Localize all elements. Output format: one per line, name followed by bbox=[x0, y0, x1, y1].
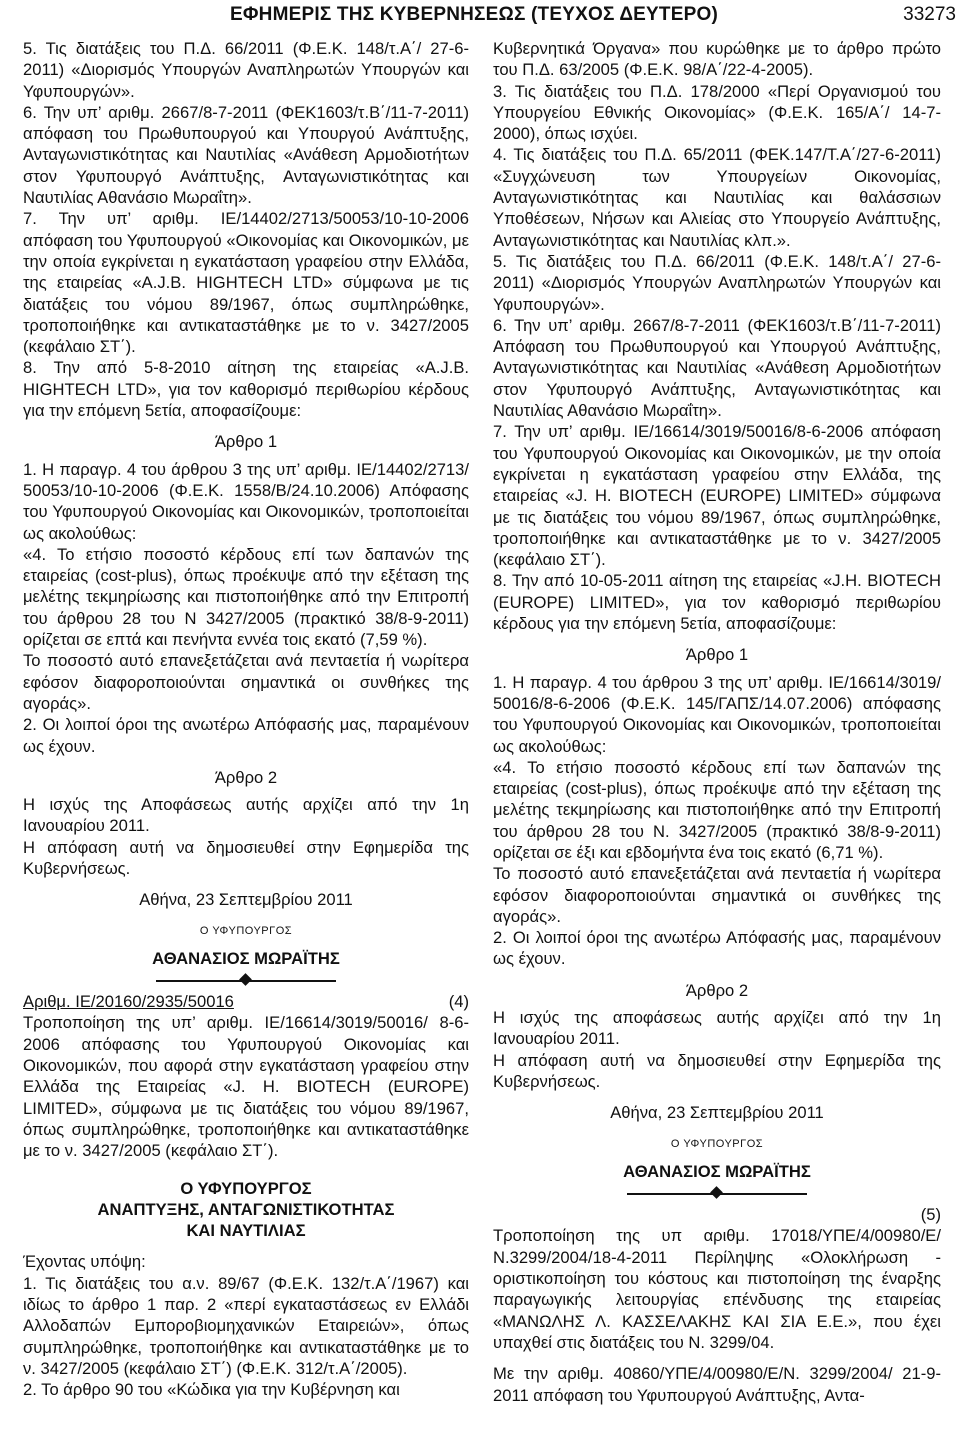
paragraph: 4. Τις διατάξεις του Π.Δ. 65/2011 (ΦΕΚ.147/Τ.Α΄/27-6-2011) «Συγχώνευση των Υπουργείων Οικονομίας, Ανταγωνιστικότητας και Ναυτιλίας και θαλάσσιων Υποθέσεων, Νήσων και Αλιείας στο Υπουργείο Ανάπτυξης, Ανταγωνιστικότητας και Ναυτιλίας κλπ.». bbox=[493, 145, 941, 250]
place-date: Αθήνα, 23 Σεπτεμβρίου 2011 bbox=[139, 890, 353, 910]
left-column bbox=[23, 38, 469, 1401]
page-number: 33273 bbox=[903, 4, 956, 25]
having-regard: Έχοντας υπόψη: bbox=[23, 1252, 146, 1272]
paragraph: 8. Την από 5-8-2010 αίτηση της εταιρείας «A.J.B. HIGHTECH LTD», για τον καθορισμό περιθωρίου κέρδους για την επόμενη 5ετία, αποφασίζουμε: bbox=[23, 358, 469, 421]
paragraph: 2. Οι λοιποί όροι της ανωτέρω Απόφασής μας, παραμένουν ως έχουν. bbox=[23, 715, 469, 756]
paragraph: 2. Το άρθρο 90 του «Κώδικα για την Κυβέρνηση και bbox=[23, 1380, 400, 1400]
decision-sequence: (5) bbox=[920, 1205, 941, 1225]
paragraph: 7. Την υπ’ αριθμ. ΙΕ/16614/3019/50016/8-6-2006 απόφαση του Υφυπουργού Οικονομίας και Οικονομικών, με την οποία εγκρίνεται η εγκατάσταση γραφείου στην Ελλάδα, της εταιρείας «J. H. BIOTECH (EUROPE) LIMITED» σύμφωνα με τις διατάξεις του νόμου 89/1967, όπως συμπληρώθηκε, τροποποιήθηκε και αντικαταστάθηκε με το ν. 3427/2005 (κεφάλαιο ΣΤ΄). bbox=[493, 422, 941, 570]
decision-number-row bbox=[23, 991, 469, 1012]
paragraph: 1. Η παραγρ. 4 του άρθρου 3 της υπ’ αριθμ. ΙΕ/16614/3019/ 50016/8-6-2006 (Φ.Ε.Κ. 145/ΓΑΠΣ/14.07.2006) απόφασης του Υφυπουργού Οικονομίας και Οικονομικών, τροποποιείται ως ακολούθως: bbox=[493, 672, 941, 756]
paragraph: «4. Το ετήσιο ποσοστό κέρδους επί των δαπανών της εταιρείας (cost-plus), όπως προέκυψε από την εξέταση της μελέτης τεκμηρίωσης και πιστοποιήθηκε από την Επιτροπή του άρθρου 28 του Ν. 3427/2005 (πρακτικό 38/8-9-2011) ορίζεται σε έξι και εβδομήντα ένα τοις εκατό (6,71 %). bbox=[493, 757, 941, 862]
page-header bbox=[0, 0, 960, 36]
paragraph: Κυβερνητικά Όργανα» που κυρώθηκε με το άρθρο πρώτο του Π.Δ. 63/2005 (Φ.Ε.Κ. 98/Α΄/22-4-2005). bbox=[493, 39, 941, 80]
paragraph: 2. Οι λοιποί όροι της ανωτέρω Απόφασής μας, παραμένουν ως έχουν. bbox=[493, 928, 941, 969]
article-heading: Άρθρο 1 bbox=[214, 432, 278, 452]
section-divider bbox=[156, 973, 336, 987]
paragraph: 3. Τις διατάξεις του Π.Δ. 178/2000 «Περί Οργανισμού του Υπουργείου Εθνικής Οικονομίας» (Φ.Ε.Κ. 165/Α΄/ 14-7-2000), όπως ισχύει. bbox=[493, 81, 941, 144]
right-column bbox=[493, 38, 941, 1406]
paragraph: Το ποσοστό αυτό επανεξετάζεται ανά πενταετία ή νωρίτερα εφόσον διαφοροποιούνται σημαντικά οι συνθήκες της αγοράς». bbox=[23, 651, 469, 713]
section-divider bbox=[627, 1186, 807, 1200]
paragraph: Η ισχύς της Αποφάσεως αυτής αρχίζει από την 1η Ιανουαρίου 2011. bbox=[23, 795, 469, 836]
paragraph: 5. Τις διατάξεις του Π.Δ. 66/2011 (Φ.Ε.Κ. 148/τ.Α΄/ 27-6-2011) «Διορισμός Υπουργών Αναπληρωτών Υπουργών και Υφυπουργών». bbox=[493, 251, 941, 314]
paragraph: 6. Την υπ’ αριθμ. 2667/8-7-2011 (ΦΕΚ1603/τ.Β΄/11-7-2011) Απόφαση του Πρωθυπουργού και Υπουργού Ανάπτυξης, Ανταγωνιστικότητας και Ναυτιλίας «Ανάθεση Αρμοδιοτήτων στον Υφυπουργό Ανάπτυξης, Ανταγωνιστικότητας και Ναυτιλίας Αθανάσιο Μωραΐτη». bbox=[493, 315, 941, 421]
paragraph: Η απόφαση αυτή να δημοσιευθεί στην Εφημερίδα της Κυβερνήσεως. bbox=[23, 837, 469, 878]
article-heading: Άρθρο 2 bbox=[685, 980, 749, 1000]
paragraph: Η ισχύς της αποφάσεως αυτής αρχίζει από την 1η Ιανουαρίου 2011. bbox=[493, 1008, 941, 1049]
decision-number: Αριθμ. ΙΕ/20160/2935/50016 bbox=[23, 992, 234, 1012]
paragraph: «4. Το ετήσιο ποσοστό κέρδους επί των δαπανών της εταιρείας (cost-plus), όπως προέκυψε από την εξέταση της μελέτης τεκμηρίωσης και πιστοποιήθηκε από την Επιτροπή του άρθρου 28 του Ν 3427/2005 (πρακτικό 38/8-9-2011) ορίζεται σε επτά και πενήντα εννέα τοις εκατό (7,59 %). bbox=[23, 544, 469, 650]
decision-title: Τροποποίηση της υπ’ αριθμ. ΙΕ/16614/3019/50016/ 8-6-2006 απόφασης του Υφυπουργού Οικονομίας και Οικονομικών, που αφορά στην εγκατάσταση γραφείου στην Ελλάδα της Εταιρείας «J. H. BIOTECH (EUROPE) LIMITED», σύμφωνα με τις διατάξεις του νόμου 89/1967, όπως συμπληρώθηκε, τροποποιήθηκε και αντικαταστάθηκε με το ν. 3427/2005 (κεφάλαιο ΣΤ΄). bbox=[23, 1013, 469, 1161]
paragraph: Με την αριθμ. 40860/ΥΠΕ/4/00980/Ε/Ν. 3299/2004/ 21-9-2011 απόφαση του Υφυπουργού Ανάπτυξης, Αντα- bbox=[493, 1364, 941, 1405]
paragraph: 7. Την υπ’ αριθμ. ΙΕ/14402/2713/50053/10-10-2006 απόφαση του Υφυπουργού «Οικονομίας και Οικονομικών, με την οποία εγκρίνεται η εγκατάσταση γραφείου στην Ελλάδα, της εταιρείας «A.J.B. HIGHTECH LTD» σύμφωνα με τις διατάξεις του νόμου 89/1967, όπως συμπληρώθηκε, τροποποιήθηκε και αντικαταστάθηκε με το ν. 3427/2005 (κεφάλαιο ΣΤ΄). bbox=[23, 209, 469, 357]
signer-role: Ο ΥΦΥΠΟΥΡΓΟΣ bbox=[199, 924, 293, 937]
signer-name: ΑΘΑΝΑΣΙΟΣ ΜΩΡΑΪΤΗΣ bbox=[623, 1161, 811, 1181]
decision-sequence: (4) bbox=[448, 992, 469, 1012]
minister-heading: Ο ΥΦΥΠΟΥΡΓΟΣ bbox=[180, 1178, 312, 1198]
minister-heading: ΑΝΑΠΤΥΞΗΣ, ΑΝΤΑΓΩΝΙΣΤΙΚΟΤΗΤΑΣ bbox=[97, 1199, 395, 1219]
paragraph: 1. Τις διατάξεις του α.ν. 89/67 (Φ.Ε.Κ. 132/τ.Α΄/1967) και ιδίως το άρθρο 1 παρ. 2 «περί εγκαταστάσεως εν Ελλάδι Αλλοδαπών Εμποροβιομηχανικών Εταιρειών», όπως συμπληρώθηκε, τροποποιήθηκε και αντικαταστάθηκε με το ν. 3427/2005 (κεφάλαιο ΣΤ΄) (Φ.Ε.Κ. 312/τ.Α΄/2005). bbox=[23, 1273, 469, 1378]
article-heading: Άρθρο 2 bbox=[214, 767, 278, 787]
paragraph: Η απόφαση αυτή να δημοσιευθεί στην Εφημερίδα της Κυβερνήσεως. bbox=[493, 1050, 941, 1091]
gazette-title: ΕΦΗΜΕΡΙΣ ΤΗΣ ΚΥΒΕΡΝΗΣΕΩΣ (ΤΕΥΧΟΣ ΔΕΥΤΕΡΟ) bbox=[230, 4, 718, 25]
paragraph: 6. Την υπ’ αριθμ. 2667/8-7-2011 (ΦΕΚ1603/τ.Β΄/11-7-2011) απόφαση του Πρωθυπουργού και Υπουργού Ανάπτυξης, Ανταγωνιστικότητας και Ναυτιλίας «Ανάθεση Αρμοδιοτήτων στον Υφυπουργό Ανάπτυξης, Ανταγωνιστικότητας και Ναυτιλίας Αθανάσιο Μωραΐτη». bbox=[23, 102, 469, 208]
minister-heading: ΚΑΙ ΝΑΥΤΙΛΙΑΣ bbox=[186, 1221, 306, 1241]
paragraph: Το ποσοστό αυτό επανεξετάζεται ανά πενταετία ή νωρίτερα εφόσον διαφοροποιούνται σημαντικά οι συνθήκες της αγοράς». bbox=[493, 864, 941, 926]
paragraph: 1. Η παραγρ. 4 του άρθρου 3 της υπ’ αριθμ. ΙΕ/14402/2713/ 50053/10-10-2006 (Φ.Ε.Κ. 1558/Β/24.10.2006) Απόφασης του Υφυπουργού Οικονομίας και Οικονομικών, τροποποιείται ως ακολούθως: bbox=[23, 459, 469, 543]
decision-title: Τροποποίηση της υπ αριθμ. 17018/ΥΠΕ/4/00980/Ε/ Ν.3299/2004/18-4-2011 Περίληψης «Ολοκλήρωση - οριστικοποίηση του κόστους και πιστοποίηση της έναρξης παραγωγικής λειτουργίας επένδυσης της εταιρείας «ΜΑΝΩΛΗΣ Λ. ΚΑΣΣΕΛΑΚΗΣ ΚΑΙ ΣΙΑ Ε.Ε.», που έχει υπαχθεί στις διατάξεις του Ν. 3299/04. bbox=[493, 1226, 941, 1352]
paragraph: 5. Τις διατάξεις του Π.Δ. 66/2011 (Φ.Ε.Κ. 148/τ.Α΄/ 27-6-2011) «Διορισμός Υπουργών Αναπληρωτών Υπουργών και Υφυπουργών». bbox=[23, 39, 469, 101]
signer-role: Ο ΥΦΥΠΟΥΡΓΟΣ bbox=[670, 1137, 764, 1150]
article-heading: Άρθρο 1 bbox=[685, 645, 749, 665]
place-date: Αθήνα, 23 Σεπτεμβρίου 2011 bbox=[610, 1103, 824, 1123]
signer-name: ΑΘΑΝΑΣΙΟΣ ΜΩΡΑΪΤΗΣ bbox=[152, 948, 340, 968]
paragraph: 8. Την από 10-05-2011 αίτηση της εταιρείας «J.H. BIOTECH (EUROPE) LIMITED», για τον καθορισμό περιθωρίου κέρδους για την επόμενη 5ετία, αποφασίζουμε: bbox=[493, 571, 941, 634]
